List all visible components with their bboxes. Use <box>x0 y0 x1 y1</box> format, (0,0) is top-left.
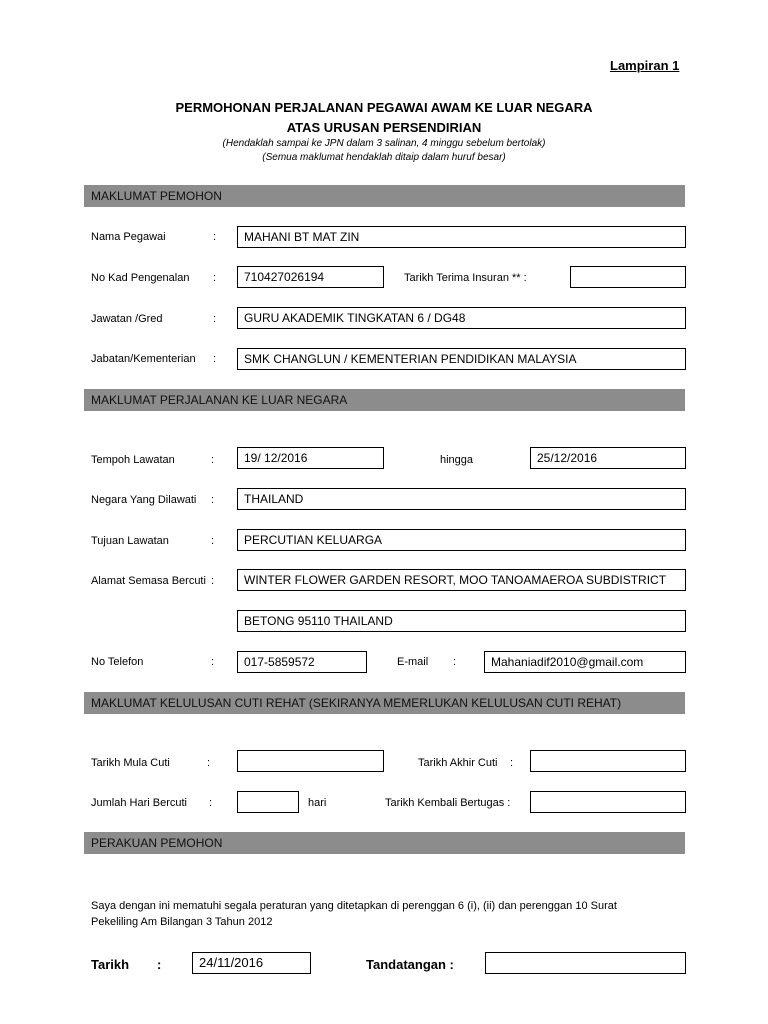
colon: : <box>211 535 215 547</box>
jawatan-gred-field[interactable]: GURU AKADEMIK TINGKATAN 6 / DG48 <box>237 307 686 329</box>
section-kelulusan-cuti-rehat: MAKLUMAT KELULUSAN CUTI REHAT (SEKIRANYA MEMERLUKAN KELULUSAN CUTI REHAT) <box>84 692 685 714</box>
colon: : <box>157 957 162 972</box>
section-perakuan-pemohon: PERAKUAN PEMOHON <box>84 832 685 854</box>
nama-pegawai-label: Nama Pegawai <box>91 231 166 243</box>
colon: : <box>211 656 215 668</box>
tarikh-akhir-cuti-label: Tarikh Akhir Cuti <box>418 757 498 769</box>
form-title-line2: ATAS URUSAN PERSENDIRIAN <box>286 120 482 135</box>
tarikh-terima-insuran-label: Tarikh Terima Insuran ** : <box>404 272 527 284</box>
tempoh-lawatan-label: Tempoh Lawatan <box>91 454 175 466</box>
jumlah-hari-bercuti-field[interactable] <box>237 791 299 813</box>
no-telefon-field[interactable]: 017-5859572 <box>237 651 367 673</box>
perakuan-statement: Saya dengan ini mematuhi segala peraturan yang ditetapkan di perenggan 6 (i), (ii) dan perenggan 10 Surat Pekeliling Am Bilangan 3 Tahun 2012 <box>91 900 617 928</box>
no-kad-pengenalan-field[interactable]: 710427026194 <box>237 266 384 288</box>
email-label: E-mail <box>397 656 429 668</box>
tarikh-terima-insuran-field[interactable] <box>570 266 686 288</box>
colon: : <box>510 757 514 769</box>
tarikh-label: Tarikh <box>91 957 130 972</box>
no-kad-pengenalan-label: No Kad Pengenalan <box>91 272 190 284</box>
colon: : <box>213 272 217 284</box>
colon: : <box>213 231 217 243</box>
tujuan-lawatan-label: Tujuan Lawatan <box>91 535 169 547</box>
lampiran-label: Lampiran 1 <box>610 58 680 73</box>
colon: : <box>453 656 457 668</box>
tempoh-dari-field[interactable]: 19/ 12/2016 <box>237 447 384 469</box>
tandatangan-field[interactable] <box>485 952 686 974</box>
section-maklumat-pemohon: MAKLUMAT PEMOHON <box>84 185 685 207</box>
tarikh-mula-cuti-label: Tarikh Mula Cuti <box>91 757 170 769</box>
tarikh-field[interactable]: 24/11/2016 <box>192 952 311 974</box>
hari-label: hari <box>308 797 327 809</box>
tempoh-hingga-field[interactable]: 25/12/2016 <box>530 447 686 469</box>
jumlah-hari-bercuti-label: Jumlah Hari Bercuti <box>91 797 187 809</box>
jawatan-gred-label: Jawatan /Gred <box>91 313 163 325</box>
negara-dilawati-field[interactable]: THAILAND <box>237 488 686 510</box>
form-note-2: (Semua maklumat hendaklah ditaip dalam huruf besar) <box>262 152 506 163</box>
jabatan-kementerian-label: Jabatan/Kementerian <box>91 353 196 365</box>
tarikh-mula-cuti-field[interactable] <box>237 750 384 772</box>
section-maklumat-perjalanan: MAKLUMAT PERJALANAN KE LUAR NEGARA <box>84 389 685 411</box>
alamat-line2-field[interactable]: BETONG 95110 THAILAND <box>237 610 686 632</box>
tarikh-kembali-bertugas-field[interactable] <box>530 791 686 813</box>
colon: : <box>211 494 215 506</box>
tandatangan-label: Tandatangan : <box>366 957 454 972</box>
colon: : <box>211 575 215 587</box>
colon: : <box>207 757 211 769</box>
tarikh-akhir-cuti-field[interactable] <box>530 750 686 772</box>
colon: : <box>211 454 215 466</box>
negara-dilawati-label: Negara Yang Dilawati <box>91 494 197 506</box>
form-note-1: (Hendaklah sampai ke JPN dalam 3 salinan, 4 minggu sebelum bertolak) <box>222 138 546 149</box>
colon: : <box>213 313 217 325</box>
alamat-line1-field[interactable]: WINTER FLOWER GARDEN RESORT, MOO TANOAMAEROA SUBDISTRICT <box>237 569 686 591</box>
colon: : <box>209 797 213 809</box>
jabatan-kementerian-field[interactable]: SMK CHANGLUN / KEMENTERIAN PENDIDIKAN MALAYSIA <box>237 348 686 370</box>
tujuan-lawatan-field[interactable]: PERCUTIAN KELUARGA <box>237 529 686 551</box>
form-title-line1: PERMOHONAN PERJALANAN PEGAWAI AWAM KE LUAR NEGARA <box>175 100 593 115</box>
email-field[interactable]: Mahaniadif2010@gmail.com <box>484 651 686 673</box>
tarikh-kembali-bertugas-label: Tarikh Kembali Bertugas : <box>385 797 511 809</box>
alamat-bercuti-label: Alamat Semasa Bercuti <box>91 575 206 587</box>
nama-pegawai-field[interactable]: MAHANI BT MAT ZIN <box>237 226 686 248</box>
no-telefon-label: No Telefon <box>91 656 144 668</box>
hingga-label: hingga <box>440 454 474 466</box>
colon: : <box>213 353 217 365</box>
